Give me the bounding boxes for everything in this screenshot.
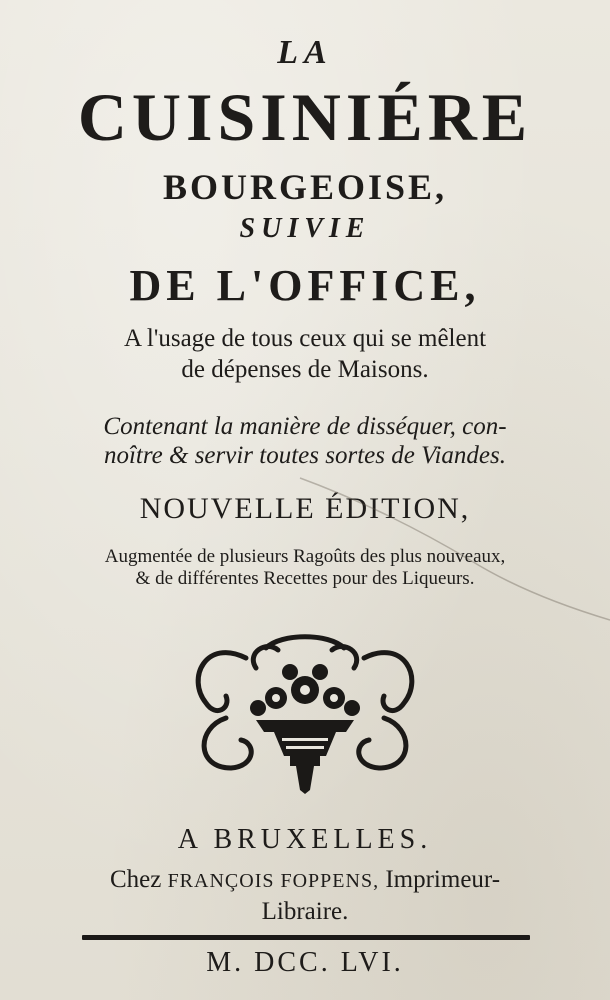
imprint-date: M. DCC. LVI. — [206, 947, 404, 978]
title-suivie: SUIVIE — [239, 213, 371, 244]
contents-line-2: noître & servir toutes sortes de Viandes. — [103, 442, 507, 469]
imprint-printer — [0, 866, 610, 894]
title-office: DE L'OFFICE, — [129, 261, 481, 310]
contents-line-1: Contenant la manière de disséquer, con- — [103, 413, 507, 440]
title-cuisiniere: CUISINIÉRE — [77, 79, 533, 155]
imprint-chez: Chez — [109, 866, 168, 893]
title-article: LA — [277, 34, 333, 71]
imprint-place: A BRUXELLES. — [177, 824, 433, 855]
edition-note-line-1: Augmentée de plusieurs Ragoûts des plus nouveaux, — [104, 546, 506, 567]
edition-heading: NOUVELLE ÉDITION, — [139, 492, 471, 525]
subtitle-usage-line-2: de dépenses de Maisons. — [181, 356, 429, 383]
imprint-printer-role: Imprimeur- — [379, 866, 501, 893]
imprint-rule — [82, 935, 530, 940]
imprint-printer-name: FRANÇOIS FOPPENS, — [167, 870, 380, 892]
floral-vase-ornament-icon — [186, 628, 424, 794]
title-bourgeoise: BOURGEOISE, — [162, 167, 448, 207]
imprint-libraire: Libraire. — [261, 898, 349, 925]
subtitle-usage-line-1: A l'usage de tous ceux qui se mêlent — [123, 325, 487, 352]
edition-note-line-2: & de différentes Recettes pour des Liqueurs. — [135, 568, 475, 589]
